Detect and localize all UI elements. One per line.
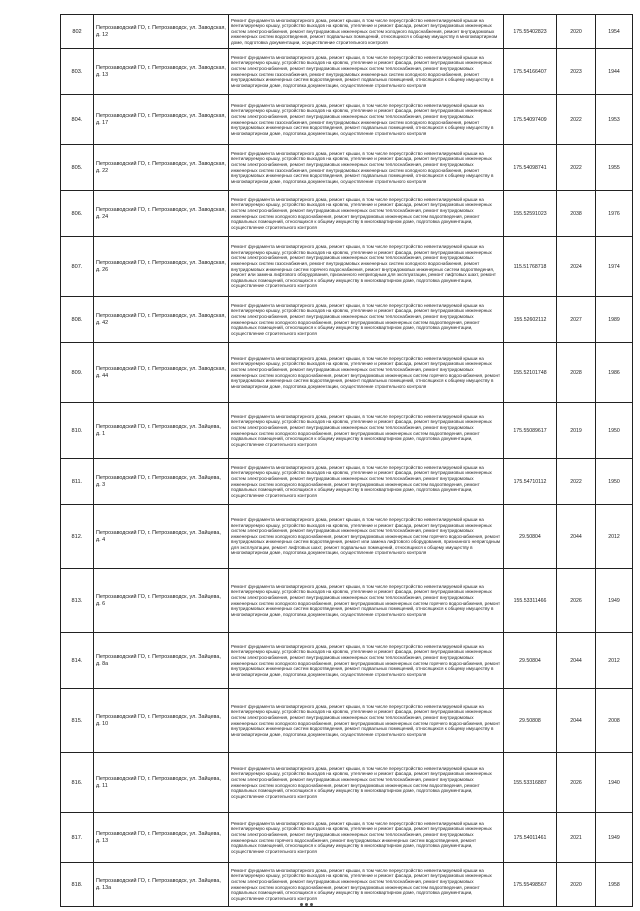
row-built-year: 1949 bbox=[596, 569, 633, 633]
row-cost: 155.52602112 bbox=[504, 297, 557, 343]
row-works-list: Ремонт фундамента многоквартирного дома, ремонт крыши, в том числе переустройство невентилируемой крыши на вентилируемую крышу, устройство выходов на кровлю, утепление и ремонт фасада, ремонт внутридомовых инженерных систем электроснабжения, ремонт внутридомовых инженерных систем теплоснабжения, ремонт внутридомовых инженерных систем холодного водоснабжения, ремонт внутридомовых инженерных систем водоотведения, ремонт подвальных помещений, относящихся к общему имуществу в многоквартирном доме, подготовка документации, осуществление строительного контроля bbox=[229, 459, 504, 505]
row-built-year: 2008 bbox=[596, 689, 633, 753]
table-row bbox=[61, 689, 633, 753]
row-address: Петрозаводский ГО, г. Петрозаводск, ул. Зайцева, д. 8а bbox=[94, 633, 229, 689]
row-cost: 155.52101748 bbox=[504, 343, 557, 403]
table-row bbox=[61, 459, 633, 505]
row-number: 808. bbox=[61, 297, 94, 343]
row-planned-year: 2028 bbox=[557, 343, 596, 403]
row-cost: 155.53316887 bbox=[504, 753, 557, 813]
row-address: Петрозаводский ГО, г. Петрозаводск, ул. Заводская, д. 17 bbox=[94, 95, 229, 145]
row-cost: 175.55402823 bbox=[504, 15, 557, 49]
row-built-year: 1976 bbox=[596, 191, 633, 237]
row-number: 813. bbox=[61, 569, 94, 633]
page-footer-mark bbox=[300, 893, 340, 897]
row-planned-year: 2026 bbox=[557, 569, 596, 633]
housing-repair-table bbox=[60, 14, 633, 907]
row-number: 802 bbox=[61, 15, 94, 49]
row-built-year: 1949 bbox=[596, 813, 633, 863]
row-works-list: Ремонт фундамента многоквартирного дома, ремонт крыши, в том числе переустройство невентилируемой крыши на вентилируемую крышу, устройство выходов на кровлю, утепление и ремонт фасада, ремонт внутридомовых инженерных систем электроснабжения, ремонт внутридомовых инженерных систем теплоснабжения, ремонт внутридомовых инженерных систем холодного водоснабжения, ремонт внутридомовых инженерных систем горячего водоснабжения, ремонт внутридомовых инженерных систем водоотведения, ремонт или замена лифтового оборудования, признанного непригодным для эксплуатации, ремонт лифтовых шахт, ремонт подвальных помещений, относящихся к общему имуществу в многоквартирном доме, подготовка документации, осуществление строительного контроля bbox=[229, 505, 504, 569]
row-number: 814. bbox=[61, 633, 94, 689]
row-number: 804. bbox=[61, 95, 94, 145]
row-built-year: 1954 bbox=[596, 15, 633, 49]
row-cost: 175.54098741 bbox=[504, 145, 557, 191]
row-built-year: 1989 bbox=[596, 297, 633, 343]
row-planned-year: 2038 bbox=[557, 191, 596, 237]
row-planned-year: 2023 bbox=[557, 49, 596, 95]
row-planned-year: 2022 bbox=[557, 145, 596, 191]
row-planned-year: 2022 bbox=[557, 459, 596, 505]
table-row bbox=[61, 49, 633, 95]
table-row bbox=[61, 191, 633, 237]
row-works-list: Ремонт фундамента многоквартирного дома, ремонт крыши, в том числе переустройство невентилируемой крыши на вентилируемую крышу, устройство выходов на кровлю, утепление и ремонт фасада, ремонт внутридомовых инженерных систем электроснабжения, ремонт внутридомовых инженерных систем теплоснабжения, ремонт внутридомовых инженерных систем холодного водоснабжения, ремонт внутридомовых инженерных систем горячего водоснабжения, ремонт внутридомовых инженерных систем водоотведения, ремонт подвальных помещений, относящихся к общему имуществу в многоквартирном доме, подготовка документации, осуществление строительного контроля bbox=[229, 343, 504, 403]
table-row bbox=[61, 505, 633, 569]
row-address: Петрозаводский ГО, г. Петрозаводск, ул. Заводская, д. 12 bbox=[94, 15, 229, 49]
row-planned-year: 2020 bbox=[557, 15, 596, 49]
row-cost: 175.54097409 bbox=[504, 95, 557, 145]
table-row bbox=[61, 863, 633, 907]
table-row bbox=[61, 343, 633, 403]
row-planned-year: 2020 bbox=[557, 863, 596, 907]
table-row bbox=[61, 813, 633, 863]
row-works-list: Ремонт фундамента многоквартирного дома, ремонт крыши, в том числе переустройство невентилируемой крыши на вентилируемую крышу, устройство выходов на кровлю, утепление и ремонт фасада, ремонт внутридомовых инженерных систем электроснабжения, ремонт внутридомовых инженерных систем теплоснабжения, ремонт внутридомовых инженерных систем холодного водоснабжения, ремонт внутридомовых инженерных систем горячего водоснабжения, ремонт внутридомовых инженерных систем водоотведения, ремонт подвальных помещений, относящихся к общему имуществу в многоквартирном доме, подготовка документации, осуществление строительного контроля bbox=[229, 569, 504, 633]
row-works-list: Ремонт фундамента многоквартирного дома, ремонт крыши, в том числе переустройство невентилируемой крыши на вентилируемую крышу, устройство выходов на кровлю, утепление и ремонт фасада, ремонт внутридомовых инженерных систем электроснабжения, ремонт внутридомовых инженерных систем холодного водоснабжения, ремонт внутридомовых инженерных систем водоотведения, ремонт подвальных помещений, относящихся к общему имуществу в многоквартирном доме, подготовка документации, осуществление строительного контроля bbox=[229, 15, 504, 49]
table-row bbox=[61, 145, 633, 191]
table-row bbox=[61, 403, 633, 459]
row-planned-year: 2027 bbox=[557, 297, 596, 343]
table-row bbox=[61, 633, 633, 689]
row-built-year: 1950 bbox=[596, 459, 633, 505]
table-row bbox=[61, 297, 633, 343]
row-works-list: Ремонт фундамента многоквартирного дома, ремонт крыши, в том числе переустройство невентилируемой крыши на вентилируемую крышу, устройство выходов на кровлю, утепление и ремонт фасада, ремонт внутридомовых инженерных систем электроснабжения, ремонт внутридомовых инженерных систем теплоснабжения, ремонт внутридомовых инженерных систем горячего водоснабжения, ремонт внутридомовых инженерных систем водоотведения, ремонт подвальных помещений, относящихся к общему имуществу в многоквартирном доме, подготовка документации, осуществление строительного контроля bbox=[229, 813, 504, 863]
row-planned-year: 2026 bbox=[557, 753, 596, 813]
table-row bbox=[61, 569, 633, 633]
row-number: 807. bbox=[61, 237, 94, 297]
row-address: Петрозаводский ГО, г. Петрозаводск, ул. Зайцева, д. 11 bbox=[94, 753, 229, 813]
table-row bbox=[61, 237, 633, 297]
row-built-year: 1974 bbox=[596, 237, 633, 297]
row-works-list: Ремонт фундамента многоквартирного дома, ремонт крыши, в том числе переустройство невентилируемой крыши на вентилируемую крышу, устройство выходов на кровлю, утепление и ремонт фасада, ремонт внутридомовых инженерных систем электроснабжения, ремонт внутридомовых инженерных систем теплоснабжения, ремонт внутридомовых инженерных систем холодного водоснабжения, ремонт внутридомовых инженерных систем водоотведения, ремонт подвальных помещений, относящихся к общему имуществу в многоквартирном доме, подготовка документации, осуществление строительного контроля bbox=[229, 191, 504, 237]
row-built-year: 1955 bbox=[596, 145, 633, 191]
row-planned-year: 2044 bbox=[557, 633, 596, 689]
row-address: Петрозаводский ГО, г. Петрозаводск, ул. Заводская, д. 44 bbox=[94, 343, 229, 403]
row-built-year: 1944 bbox=[596, 49, 633, 95]
row-works-list: Ремонт фундамента многоквартирного дома, ремонт крыши, в том числе переустройство невентилируемой крыши на вентилируемую крышу, устройство выходов на кровлю, утепление и ремонт фасада, ремонт внутридомовых инженерных систем электроснабжения, ремонт внутридомовых инженерных систем теплоснабжения, ремонт внутридомовых инженерных систем холодного водоснабжения, ремонт внутридомовых инженерных систем горячего водоснабжения, ремонт внутридомовых инженерных систем водоотведения, ремонт подвальных помещений, относящихся к общему имуществу в многоквартирном доме, подготовка документации, осуществление строительного контроля bbox=[229, 689, 504, 753]
row-number: 812. bbox=[61, 505, 94, 569]
row-number: 809. bbox=[61, 343, 94, 403]
row-cost: 155.52591023 bbox=[504, 191, 557, 237]
row-works-list: Ремонт фундамента многоквартирного дома, ремонт крыши, в том числе переустройство невентилируемой крыши на вентилируемую крышу, устройство выходов на кровлю, утепление и ремонт фасада, ремонт внутридомовых инженерных систем электроснабжения, ремонт внутридомовых инженерных систем теплоснабжения, ремонт внутридомовых инженерных систем холодного водоснабжения, ремонт внутридомовых инженерных систем водоотведения, ремонт подвальных помещений, относящихся к общему имуществу в многоквартирном доме, подготовка документации, осуществление строительного контроля bbox=[229, 753, 504, 813]
row-planned-year: 2044 bbox=[557, 689, 596, 753]
row-built-year: 1940 bbox=[596, 753, 633, 813]
row-address: Петрозаводский ГО, г. Петрозаводск, ул. Заводская, д. 26 bbox=[94, 237, 229, 297]
row-cost: 29.50804 bbox=[504, 505, 557, 569]
row-address: Петрозаводский ГО, г. Петрозаводск, ул. Зайцева, д. 6 bbox=[94, 569, 229, 633]
row-address: Петрозаводский ГО, г. Петрозаводск, ул. Заводская, д. 13 bbox=[94, 49, 229, 95]
row-cost: 175.54011461 bbox=[504, 813, 557, 863]
row-address: Петрозаводский ГО, г. Петрозаводск, ул. Заводская, д. 22 bbox=[94, 145, 229, 191]
row-planned-year: 2024 bbox=[557, 237, 596, 297]
table-body bbox=[61, 15, 633, 907]
row-number: 810. bbox=[61, 403, 94, 459]
row-cost: 175.55089617 bbox=[504, 403, 557, 459]
row-works-list: Ремонт фундамента многоквартирного дома, ремонт крыши, в том числе переустройство невентилируемой крыши на вентилируемую крышу, устройство выходов на кровлю, утепление и ремонт фасада, ремонт внутридомовых инженерных систем электроснабжения, ремонт внутридомовых инженерных систем теплоснабжения, ремонт внутридомовых инженерных систем газоснабжения, ремонт внутридомовых инженерных систем холодного водоснабжения, ремонт внутридомовых инженерных систем водоотведения, ремонт подвальных помещений, относящихся к общему имуществу в многоквартирном доме, подготовка документации, осуществление строительного контроля bbox=[229, 145, 504, 191]
row-address: Петрозаводский ГО, г. Петрозаводск, ул. Зайцева, д. 13 bbox=[94, 813, 229, 863]
row-works-list: Ремонт фундамента многоквартирного дома, ремонт крыши, в том числе переустройство невентилируемой крыши на вентилируемую крышу, устройство выходов на кровлю, утепление и ремонт фасада, ремонт внутридомовых инженерных систем электроснабжения, ремонт внутридомовых инженерных систем теплоснабжения, ремонт внутридомовых инженерных систем холодного водоснабжения, ремонт внутридомовых инженерных систем водоотведения, ремонт подвальных помещений, относящихся к общему имуществу в многоквартирном доме, подготовка документации, осуществление строительного контроля bbox=[229, 297, 504, 343]
row-number: 817. bbox=[61, 813, 94, 863]
row-address: Петрозаводский ГО, г. Петрозаводск, ул. Зайцева, д. 13а bbox=[94, 863, 229, 907]
row-works-list: Ремонт фундамента многоквартирного дома, ремонт крыши, в том числе переустройство невентилируемой крыши на вентилируемую крышу, устройство выходов на кровлю, утепление и ремонт фасада, ремонт внутридомовых инженерных систем электроснабжения, ремонт внутридомовых инженерных систем теплоснабжения, ремонт внутридомовых инженерных систем холодного водоснабжения, ремонт внутридомовых инженерных систем водоотведения, ремонт подвальных помещений, относящихся к общему имуществу в многоквартирном доме, подготовка документации, осуществление строительного контроля bbox=[229, 863, 504, 907]
row-planned-year: 2019 bbox=[557, 403, 596, 459]
row-works-list: Ремонт фундамента многоквартирного дома, ремонт крыши, в том числе переустройство невентилируемой крыши на вентилируемую крышу, устройство выходов на кровлю, утепление и ремонт фасада, ремонт внутридомовых инженерных систем электроснабжения, ремонт внутридомовых инженерных систем теплоснабжения, ремонт внутридомовых инженерных систем холодного водоснабжения, ремонт внутридомовых инженерных систем горячего водоснабжения, ремонт внутридомовых инженерных систем водоотведения, ремонт подвальных помещений, относящихся к общему имуществу в многоквартирном доме, подготовка документации, осуществление строительного контроля bbox=[229, 633, 504, 689]
row-cost: 115.51768718 bbox=[504, 237, 557, 297]
row-built-year: 1958 bbox=[596, 863, 633, 907]
row-address: Петрозаводский ГО, г. Петрозаводск, ул. Зайцева, д. 10 bbox=[94, 689, 229, 753]
row-built-year: 1986 bbox=[596, 343, 633, 403]
row-planned-year: 2022 bbox=[557, 95, 596, 145]
row-cost: 175.55498567 bbox=[504, 863, 557, 907]
row-address: Петрозаводский ГО, г. Петрозаводск, ул. Зайцева, д. 1 bbox=[94, 403, 229, 459]
row-works-list: Ремонт фундамента многоквартирного дома, ремонт крыши, в том числе переустройство невентилируемой крыши на вентилируемую крышу, устройство выходов на кровлю, утепление и ремонт фасада, ремонт внутридомовых инженерных систем электроснабжения, ремонт внутридомовых инженерных систем теплоснабжения, ремонт внутридомовых инженерных систем газоснабжения, ремонт внутридомовых инженерных систем холодного водоснабжения, ремонт внутридомовых инженерных систем горячего водоснабжения, ремонт внутридомовых инженерных систем водоотведения, ремонт или замена лифтового оборудования, признанного непригодным для эксплуатации, ремонт лифтовых шахт, ремонт подвальных помещений, относящихся к общему имуществу в многоквартирном доме, подготовка документации, осуществление строительного контроля bbox=[229, 237, 504, 297]
table-row bbox=[61, 15, 633, 49]
row-works-list: Ремонт фундамента многоквартирного дома, ремонт крыши, в том числе переустройство невентилируемой крыши на вентилируемую крышу, устройство выходов на кровлю, утепление и ремонт фасада, ремонт внутридомовых инженерных систем электроснабжения, ремонт внутридомовых инженерных систем теплоснабжения, ремонт внутридомовых инженерных систем холодного водоснабжения, ремонт внутридомовых инженерных систем водоотведения, ремонт подвальных помещений, относящихся к общему имуществу в многоквартирном доме, подготовка документации, осуществление строительного контроля bbox=[229, 403, 504, 459]
row-works-list: Ремонт фундамента многоквартирного дома, ремонт крыши, в том числе переустройство невентилируемой крыши на вентилируемую крышу, устройство выходов на кровлю, утепление и ремонт фасада, ремонт внутридомовых инженерных систем электроснабжения, ремонт внутридомовых инженерных систем теплоснабжения, ремонт внутридомовых инженерных систем газоснабжения, ремонт внутридомовых инженерных систем холодного водоснабжения, ремонт внутридомовых инженерных систем водоотведения, ремонт подвальных помещений, относящихся к общему имуществу в многоквартирном доме, подготовка документации, осуществление строительного контроля bbox=[229, 95, 504, 145]
row-number: 818. bbox=[61, 863, 94, 907]
row-planned-year: 2021 bbox=[557, 813, 596, 863]
row-built-year: 1950 bbox=[596, 403, 633, 459]
row-built-year: 2012 bbox=[596, 505, 633, 569]
row-number: 803. bbox=[61, 49, 94, 95]
row-cost: 29.50804 bbox=[504, 633, 557, 689]
row-address: Петрозаводский ГО, г. Петрозаводск, ул. Зайцева, д. 3 bbox=[94, 459, 229, 505]
row-works-list: Ремонт фундамента многоквартирного дома, ремонт крыши, в том числе переустройство невентилируемой крыши на вентилируемую крышу, устройство выходов на кровлю, утепление и ремонт фасада, ремонт внутридомовых инженерных систем электроснабжения, ремонт внутридомовых инженерных систем теплоснабжения, ремонт внутридомовых инженерных систем газоснабжения, ремонт внутридомовых инженерных систем холодного водоснабжения, ремонт внутридомовых инженерных систем водоотведения, ремонт подвальных помещений, относящихся к общему имуществу в многоквартирном доме, подготовка документации, осуществление строительного контроля bbox=[229, 49, 504, 95]
row-number: 811. bbox=[61, 459, 94, 505]
row-cost: 175.54166407 bbox=[504, 49, 557, 95]
row-cost: 175.54710112 bbox=[504, 459, 557, 505]
row-number: 816. bbox=[61, 753, 94, 813]
row-cost: 155.53311466 bbox=[504, 569, 557, 633]
table-row bbox=[61, 95, 633, 145]
row-address: Петрозаводский ГО, г. Петрозаводск, ул. Заводская, д. 42 bbox=[94, 297, 229, 343]
row-number: 805. bbox=[61, 145, 94, 191]
table-row bbox=[61, 753, 633, 813]
row-number: 815. bbox=[61, 689, 94, 753]
row-planned-year: 2044 bbox=[557, 505, 596, 569]
row-number: 806. bbox=[61, 191, 94, 237]
row-address: Петрозаводский ГО, г. Петрозаводск, ул. Заводская, д. 24 bbox=[94, 191, 229, 237]
row-built-year: 2012 bbox=[596, 633, 633, 689]
row-cost: 29.50808 bbox=[504, 689, 557, 753]
row-address: Петрозаводский ГО, г. Петрозаводск, ул. Зайцева, д. 4 bbox=[94, 505, 229, 569]
row-built-year: 1953 bbox=[596, 95, 633, 145]
